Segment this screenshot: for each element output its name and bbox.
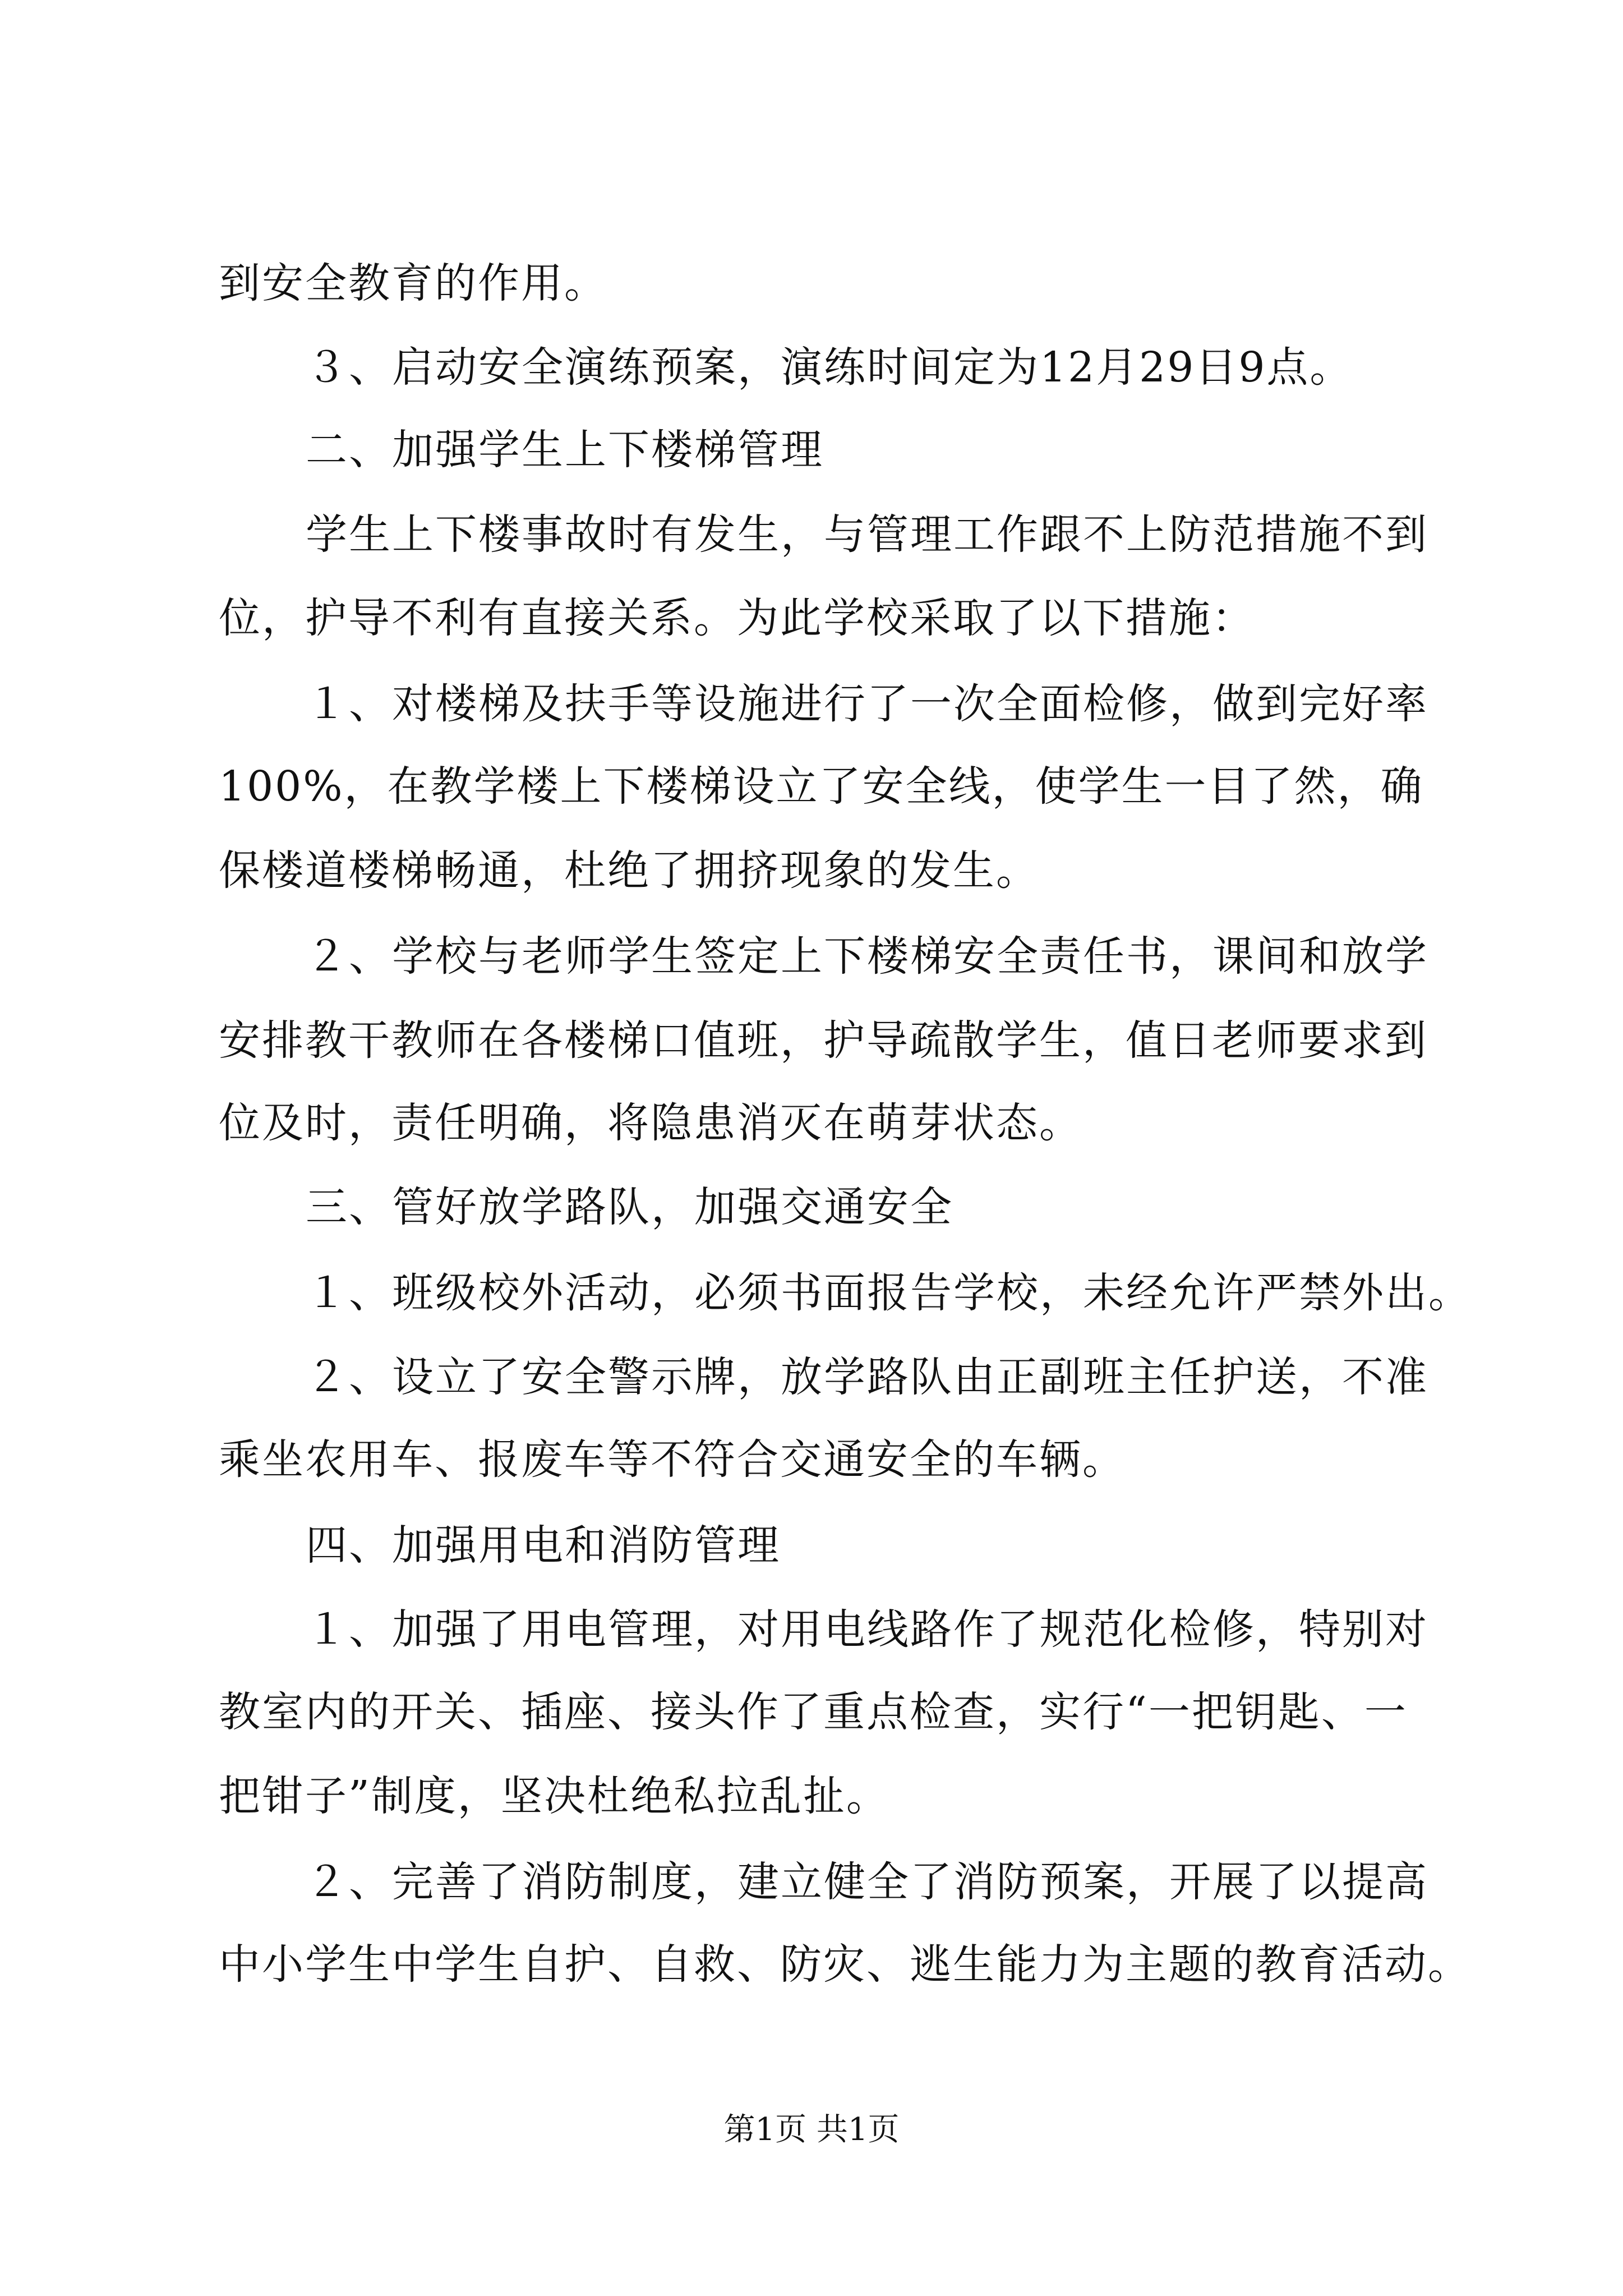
text-line: ２、学校与老师学生签定上下楼梯安全责任书，课间和放学 [306,932,1428,981]
text-line: 中小学生中学生自护、自救、防灾、逃生能力为主题的教育活动。 [219,1940,1471,1989]
text-line: 保楼道楼梯畅通，杜绝了拥挤现象的发生。 [219,846,1039,895]
text-line: ２、设立了安全警示牌，放学路队由正副班主任护送，不准 [306,1353,1428,1401]
text-line: ２、完善了消防制度，建立健全了消防预案，开展了以提高 [306,1858,1428,1906]
text-line: 100%，在教学楼上下楼梯设立了安全线，使学生一目了然，确 [219,762,1424,811]
text-line: １、对楼梯及扶手等设施进行了一次全面检修，做到完好率 [306,680,1428,728]
text-line: 乘坐农用车、报废车等不符合交通安全的车辆。 [219,1435,1126,1484]
text-line: ３、启动安全演练预案，演练时间定为12月29日9点。 [306,343,1353,392]
text-line: 教室内的开关、插座、接头作了重点检查，实行“一把钥匙、一 [219,1688,1408,1736]
text-line: 到安全教育的作用。 [219,259,607,307]
text-line: １、班级校外活动，必须书面报告学校，未经允许严禁外出。 [306,1269,1472,1317]
text-line: 位及时，责任明确，将隐患消灭在萌芽状态。 [219,1099,1082,1147]
text-line: 安排教干教师在各楼梯口值班，护导疏散学生，值日老师要求到 [219,1016,1428,1065]
text-line: 位，护导不利有直接关系。为此学校采取了以下措施： [219,594,1255,642]
section-heading: 二、加强学生上下楼梯管理 [306,426,824,474]
text-line: 学生上下楼事故时有发生，与管理工作跟不上防范措施不到 [306,510,1428,559]
page-footer: 第1页 共1页 [723,2111,900,2148]
section-heading: 三、管好放学路队，加强交通安全 [306,1183,953,1231]
text-line: １、加强了用电管理，对用电线路作了规范化检修，特别对 [306,1605,1428,1654]
section-heading: 四、加强用电和消防管理 [306,1521,781,1570]
text-line: 把钳子”制度，坚决杜绝私拉乱扯。 [219,1772,889,1820]
